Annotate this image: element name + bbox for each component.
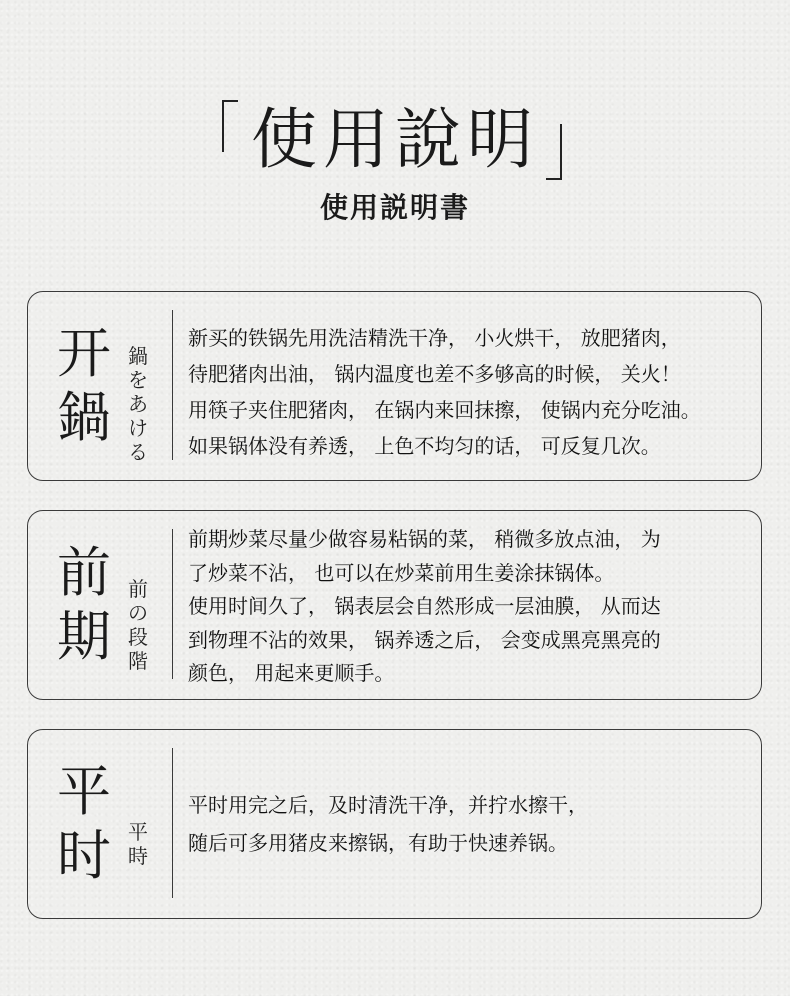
body-line: 了炒菜不沾， 也可以在炒菜前用生姜涂抹锅体。 <box>188 560 615 585</box>
side-char: 時 <box>128 844 148 868</box>
page-subtitle: 使用説明書 <box>319 191 470 224</box>
page-title: 使用說明 <box>251 101 539 178</box>
body-line: 新买的铁锅先用洗洁精洗干净， 小火烘干， 放肥猪肉， <box>188 326 681 350</box>
side-char: 前 <box>128 577 148 601</box>
card-heading <box>54 322 114 450</box>
card-heading-char: 期 <box>57 605 111 668</box>
body-line: 平时用完之后，及时清洗干净，并拧水擦干， <box>188 793 588 817</box>
card-side-label <box>124 577 152 673</box>
card-body <box>188 320 757 464</box>
card-divider <box>172 310 173 460</box>
card-open-pan <box>27 291 762 481</box>
body-line: 颜色， 用起来更顺手。 <box>188 661 395 685</box>
card-heading <box>54 760 114 888</box>
body-line: 随后可多用猪皮来擦锅，有助于快速养锅。 <box>188 831 568 855</box>
side-char: 鍋 <box>128 344 148 368</box>
side-char: を <box>128 368 148 392</box>
side-char: 階 <box>128 649 148 673</box>
side-char: の <box>128 601 148 625</box>
side-char: る <box>128 440 148 464</box>
side-char: 平 <box>128 820 148 844</box>
side-char: け <box>128 416 148 440</box>
card-divider <box>172 529 173 679</box>
body-line: 前期炒菜尽量少做容易粘锅的菜， 稍微多放点油， 为 <box>188 527 661 551</box>
card-heading-char: 时 <box>57 824 111 887</box>
card-early-stage <box>27 510 762 700</box>
body-line: 如果锅体没有养透， 上色不均匀的话， 可反复几次。 <box>188 434 661 458</box>
body-line: 待肥猪肉出油， 锅内温度也差不多够高的时候， 关火！ <box>188 362 681 386</box>
card-divider <box>172 748 173 898</box>
title-area <box>0 0 790 224</box>
close-bracket-decoration <box>546 124 562 180</box>
side-char: 段 <box>128 625 148 649</box>
body-line: 使用时间久了， 锅表层会自然形成一层油膜， 从而达 <box>188 594 661 618</box>
card-heading <box>54 541 114 669</box>
card-heading-char: 鍋 <box>57 386 111 449</box>
body-line: 到物理不沾的效果， 锅养透之后， 会变成黑亮黑亮的 <box>188 627 661 652</box>
body-line: 用筷子夹住肥猪肉， 在锅内来回抹擦， 使锅内充分吃油。 <box>188 398 701 422</box>
card-body <box>188 786 757 862</box>
card-side-label <box>124 820 152 868</box>
card-heading-char: 前 <box>57 541 111 604</box>
card-heading-char: 平 <box>57 760 111 823</box>
card-body <box>188 523 757 691</box>
card-side-label <box>124 344 152 464</box>
card-daily-use <box>27 729 762 919</box>
card-heading-char: 开 <box>57 322 111 385</box>
side-char: あ <box>128 392 148 416</box>
